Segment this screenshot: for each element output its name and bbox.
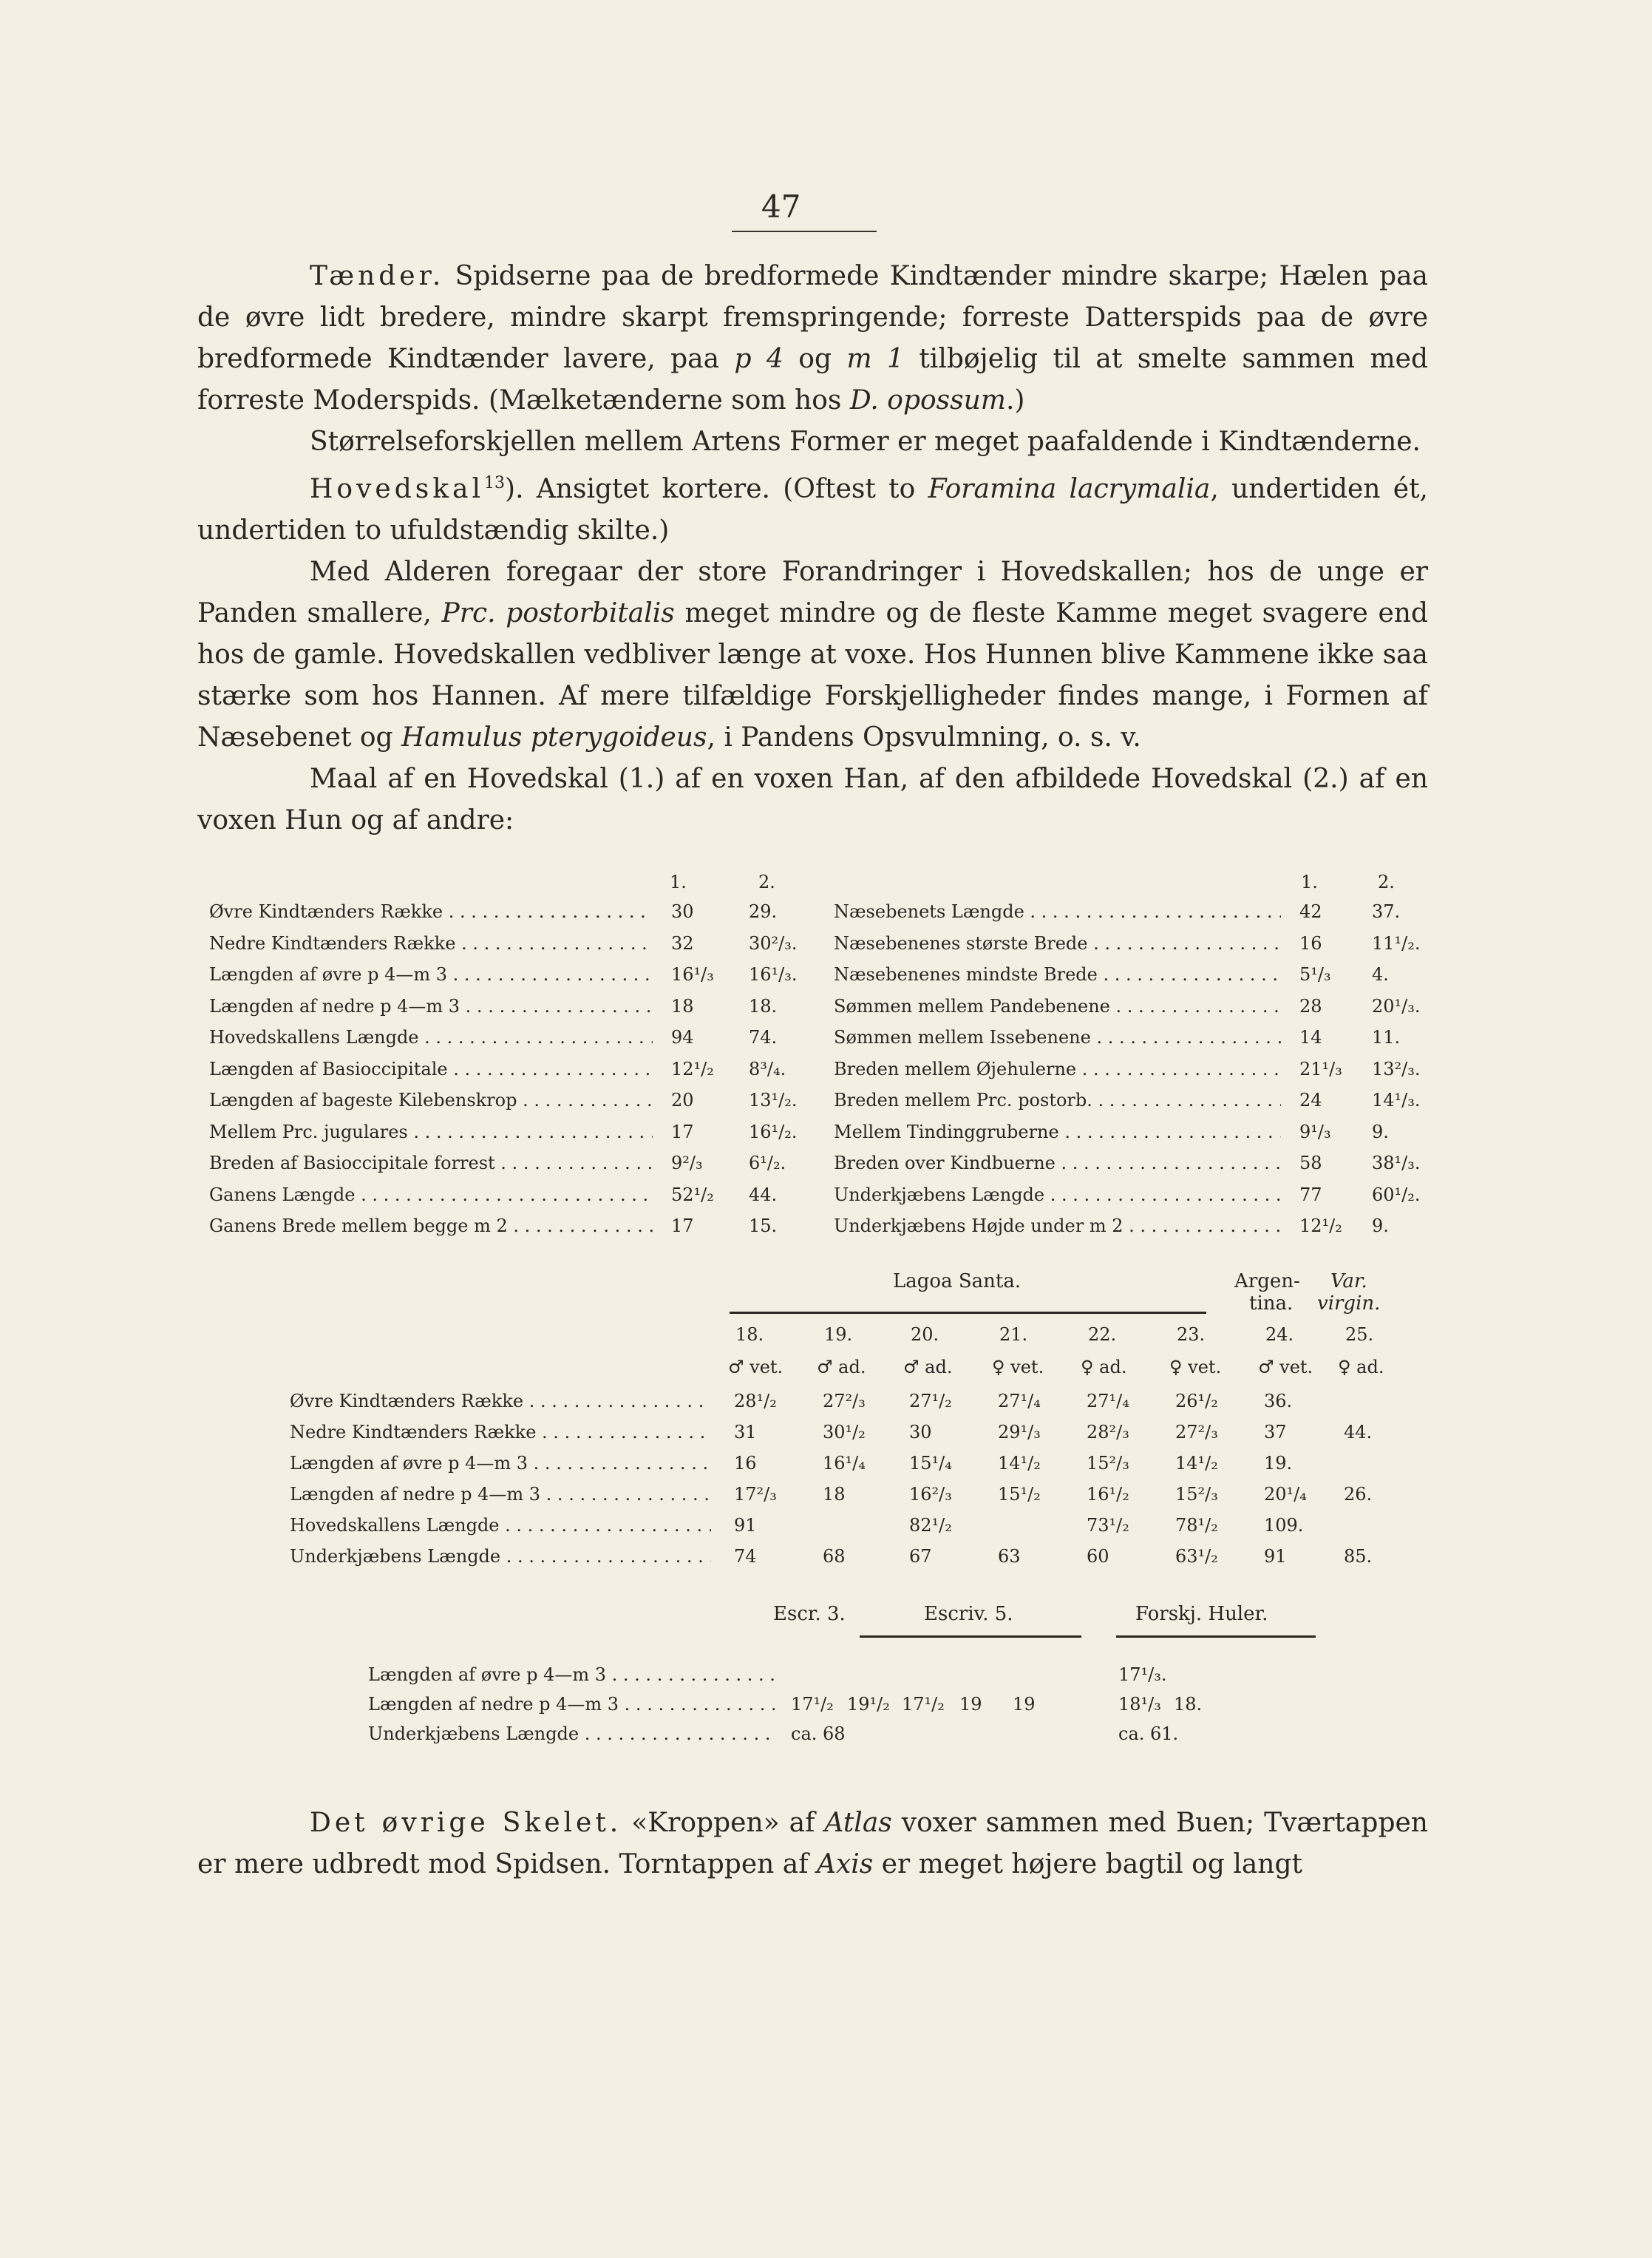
t1-right-value-1: 58: [1299, 1153, 1322, 1173]
t2-cell: 27²/₃: [1175, 1422, 1218, 1442]
t1-left-value-1: 16¹/₃: [671, 964, 714, 985]
t2-col-header: 19.: [824, 1324, 853, 1345]
paragraph-hovedskal: [197, 463, 1428, 552]
t3-cell: ca. 68: [791, 1723, 846, 1744]
t1-right-value-1: 5¹/₃: [1299, 964, 1331, 985]
italic-span: Prc. postorbitalis: [441, 598, 675, 628]
t1-left-value-2: 16¹/₂.: [749, 1121, 798, 1142]
t2-cell: 36.: [1264, 1391, 1293, 1411]
t2-sex-header: ♂ ad.: [817, 1357, 866, 1377]
t1-left-label: Længden af nedre p 4—m 3 . . .: [209, 991, 653, 1022]
t1-left-value-1: 20: [671, 1090, 694, 1111]
t2-cell: 27²/₃: [823, 1391, 866, 1411]
t3-brace-1: [860, 1635, 1081, 1638]
t1-left-value-1: 52¹/₂: [671, 1184, 714, 1205]
t2-sex-header: ♀ vet.: [1169, 1357, 1222, 1377]
text-span: voxer sammen med Buen; Tværtappen er mere udbredt mod Spidsen. Torntappen af: [197, 1808, 1428, 1879]
t2-group-var-b: virgin.: [1317, 1292, 1381, 1315]
footnote-ref: 13: [484, 474, 506, 492]
t1-right-label: Næsebenenes mindste Brede . . .: [834, 959, 1281, 990]
t2-group-argentina-b: tina.: [1249, 1292, 1294, 1315]
t3-cell: ca. 61.: [1118, 1723, 1179, 1744]
t2-col-header: 22.: [1088, 1324, 1117, 1345]
text-block-lower: [197, 1803, 1428, 1885]
t1-left-label: Hovedskallens Længde . . .: [209, 1022, 653, 1053]
t3-row-label: Længden af øvre p 4—m 3 . . .: [368, 1659, 775, 1690]
t2-cell: 63¹/₂: [1175, 1546, 1218, 1567]
t2-cell: 85.: [1344, 1546, 1373, 1567]
t2-cell: 82¹/₂: [909, 1515, 952, 1536]
measurement-table-3: [368, 1598, 1329, 1746]
t3-cell: 18.: [1174, 1694, 1203, 1715]
t1-left-label: Ganens Længde . . .: [209, 1179, 653, 1210]
t1-right-value-1: 24: [1299, 1090, 1322, 1111]
t2-row-label: Længden af nedre p 4—m 3 . . .: [290, 1479, 711, 1510]
t2-cell: 37: [1264, 1422, 1287, 1442]
text-span: og: [783, 344, 847, 374]
t1-right-value-1: 14: [1299, 1027, 1322, 1048]
t3-brace-2: [1116, 1635, 1316, 1638]
t1-left-value-2: 44.: [749, 1184, 778, 1205]
italic-span: Atlas: [824, 1808, 892, 1838]
t2-cell: 17²/₃: [734, 1484, 777, 1505]
t2-sex-header: ♀ ad.: [1338, 1357, 1384, 1377]
t2-col-header: 18.: [735, 1324, 764, 1345]
text-span: , i Pandens Opsvulmning, o. s. v.: [707, 722, 1141, 753]
t1-right-value-2: 38¹/₃.: [1372, 1153, 1421, 1173]
t2-cell: 78¹/₂: [1175, 1515, 1218, 1536]
t2-cell: 19.: [1264, 1453, 1293, 1474]
t3-cell: 17¹/₂: [791, 1694, 834, 1715]
t2-cell: 26¹/₂: [1175, 1391, 1218, 1411]
t3-header-escr: Escr. 3.: [773, 1603, 846, 1625]
t1-right-label: Breden over Kindbuerne . . .: [834, 1147, 1281, 1179]
t2-cell: 60: [1087, 1546, 1109, 1567]
t2-sex-header: ♀ vet.: [992, 1357, 1044, 1377]
t2-row-label: Længden af øvre p 4—m 3 . . .: [290, 1448, 711, 1479]
heading-taender: Tænder.: [310, 261, 445, 291]
t1-right-value-2: 20¹/₃.: [1372, 995, 1421, 1017]
text-span: , undertiden ét, undertiden to ufuldstændig skilte.): [197, 474, 1428, 546]
t2-sex-header: ♂ ad.: [903, 1357, 953, 1377]
t1-right-value-2: 9.: [1372, 1121, 1389, 1142]
t1-left-value-2: 13¹/₂.: [749, 1090, 798, 1111]
t1-right-value-2: 13²/₃.: [1372, 1058, 1421, 1079]
t3-cell: 18¹/₃: [1118, 1694, 1161, 1715]
text-span: Med Alderen foregaar der store Forandringer i Hovedskallen; hos de unge er Panden smallere,: [197, 557, 1428, 628]
t1-left-label: Ganens Brede mellem begge m 2 . . .: [209, 1210, 653, 1241]
t1-left-value-2: 74.: [749, 1027, 778, 1048]
t2-cell: 16¹/₄: [823, 1453, 866, 1474]
t1-right-value-1: 12¹/₂: [1299, 1216, 1342, 1236]
t1-left-header-1: 1.: [670, 872, 687, 892]
t2-cell: 14¹/₂: [1175, 1453, 1218, 1474]
t1-right-value-1: 9¹/₃: [1299, 1121, 1331, 1142]
t1-left-value-1: 30: [671, 901, 694, 922]
t1-left-value-1: 9²/₃: [671, 1153, 703, 1173]
t2-sex-header: ♂ vet.: [1258, 1357, 1313, 1377]
heading-hovedskal: Hovedskal: [310, 474, 485, 504]
t1-right-label: Breden mellem Øjehulerne . . .: [834, 1054, 1281, 1085]
t2-cell: 28¹/₂: [734, 1391, 777, 1411]
t2-cell: 15¹/₂: [998, 1484, 1041, 1505]
t1-left-value-2: 8³/₄.: [749, 1058, 786, 1079]
t2-group-lagoa-santa: Lagoa Santa.: [893, 1270, 1022, 1292]
t1-left-header-2: 2.: [758, 872, 775, 892]
t2-col-header: 25.: [1345, 1324, 1374, 1345]
t2-cell: 91: [734, 1515, 757, 1536]
t2-cell: 20¹/₄: [1264, 1484, 1307, 1505]
t1-left-value-1: 32: [671, 932, 694, 954]
t1-left-label: Længden af bageste Kilebenskrop . . .: [209, 1085, 653, 1116]
heading-skelet: Det øvrige Skelet.: [310, 1808, 622, 1838]
t2-cell: 44.: [1344, 1422, 1373, 1442]
t1-right-value-2: 37.: [1372, 901, 1401, 922]
italic-span: D. opossum: [849, 385, 1006, 416]
italic-span: Hamulus pterygoideus: [401, 722, 707, 753]
italic-span: Foramina lacrymalia: [928, 474, 1211, 504]
t2-row-label: Underkjæbens Længde . . .: [290, 1541, 711, 1572]
t2-group-var-a: Var.: [1330, 1270, 1367, 1292]
t2-cell: 16²/₃: [909, 1484, 952, 1505]
text-block-upper: [197, 256, 1428, 841]
t2-col-header: 20.: [911, 1324, 939, 1345]
t2-cell: 16: [734, 1453, 757, 1474]
t2-cell: 91: [1264, 1546, 1287, 1567]
t2-cell: 63: [998, 1546, 1021, 1567]
t2-cell: 31: [734, 1422, 757, 1442]
t2-brace: [730, 1312, 1206, 1314]
t1-left-value-2: 29.: [749, 901, 778, 922]
t1-left-value-1: 18: [671, 995, 694, 1017]
italic-span: Axis: [816, 1849, 874, 1879]
t3-header-escriv: Escriv. 5.: [924, 1603, 1013, 1625]
measurement-table-1: [209, 867, 1421, 1258]
t3-cell: 19: [1013, 1694, 1036, 1715]
t2-cell: 16¹/₂: [1087, 1484, 1129, 1505]
t1-right-value-2: 11¹/₂.: [1372, 932, 1421, 954]
t1-right-label: Sømmen mellem Pandebenene . . .: [834, 991, 1281, 1022]
t1-right-value-2: 60¹/₂.: [1372, 1184, 1421, 1205]
t1-left-value-2: 30²/₃.: [749, 932, 798, 954]
t2-col-header: 23.: [1177, 1324, 1206, 1345]
t3-cell: 17¹/₃.: [1118, 1664, 1167, 1685]
t2-cell: 30¹/₂: [823, 1422, 866, 1442]
t1-right-value-2: 9.: [1372, 1216, 1389, 1236]
t1-right-value-2: 11.: [1372, 1027, 1401, 1048]
t2-col-header: 21.: [999, 1324, 1028, 1345]
t2-cell: 68: [823, 1546, 846, 1567]
t3-cell: 19: [959, 1694, 982, 1715]
text-span: «Kroppen» af: [622, 1808, 825, 1838]
t1-right-value-1: 21¹/₃: [1299, 1058, 1342, 1079]
t2-cell: 28²/₃: [1087, 1422, 1129, 1442]
t3-cell: 19¹/₂: [847, 1694, 890, 1715]
t1-right-label: Underkjæbens Længde . . .: [834, 1179, 1281, 1210]
paragraph-taender: [197, 256, 1428, 421]
t1-right-value-1: 42: [1299, 901, 1322, 922]
t2-cell: 27¹/₄: [1087, 1391, 1129, 1411]
t1-right-value-2: 4.: [1372, 964, 1389, 985]
t1-left-label: Mellem Prc. jugulares . . .: [209, 1116, 653, 1147]
t1-right-header-1: 1.: [1301, 872, 1318, 892]
paragraph-maal: Maal af en Hovedskal (1.) af en voxen Han, af den afbildede Hovedskal (2.) af en voxen Hun og af andre:: [197, 764, 1428, 835]
t1-right-value-2: 14¹/₃.: [1372, 1090, 1421, 1111]
t1-right-label: Sømmen mellem Issebenene . . .: [834, 1022, 1281, 1053]
t1-right-value-1: 77: [1299, 1184, 1322, 1205]
t2-cell: 74: [734, 1546, 757, 1567]
t1-right-value-1: 28: [1299, 995, 1322, 1017]
t1-left-label: Øvre Kindtænders Række . . .: [209, 896, 653, 927]
t1-left-label: Længden af Basioccipitale . . .: [209, 1054, 653, 1085]
t1-left-value-1: 12¹/₂: [671, 1058, 714, 1079]
t2-cell: 18: [823, 1484, 846, 1505]
t2-row-label: Øvre Kindtænders Række . . .: [290, 1386, 711, 1417]
t2-cell: 73¹/₂: [1087, 1515, 1129, 1536]
text-span: meget mindre og de fleste Kamme meget svagere end hos de gamle. Hovedskallen vedbliver længe at voxe. Hos Hunnen blive Kammene ikke saa stærke som hos Hannen. Af mere tilfældige Forskjelligheder findes mange, i Formen af Næsebenet og: [197, 598, 1429, 753]
t2-row-label: Nedre Kindtænders Række . . .: [290, 1417, 711, 1448]
t2-cell: 30: [909, 1422, 932, 1442]
page-number: 47: [761, 189, 801, 225]
t1-left-label: Nedre Kindtænders Række . . .: [209, 928, 653, 959]
t1-right-label: Næsebenets Længde . . .: [834, 896, 1281, 927]
t1-right-label: Underkjæbens Højde under m 2 . . .: [834, 1210, 1281, 1241]
t1-left-value-1: 17: [671, 1216, 694, 1236]
t3-header-forskj: Forskj. Huler.: [1135, 1603, 1268, 1625]
measurement-table-2: [290, 1261, 1428, 1587]
t1-right-label: Breden mellem Prc. postorb. . . .: [834, 1085, 1281, 1116]
t3-cell: 17¹/₂: [902, 1694, 945, 1715]
t1-left-label: Breden af Basioccipitale forrest . . .: [209, 1147, 653, 1179]
text-span: Spidserne paa de bredformede Kindtænder mindre skarpe; Hælen paa de øvre lidt bredere, mindre skarpt fremspringende; forreste Datterspids paa de øvre bredformede Kindtænder lavere, paa: [197, 261, 1428, 374]
t2-sex-header: ♀ ad.: [1081, 1357, 1127, 1377]
t1-left-value-2: 6¹/₂.: [749, 1153, 786, 1173]
paragraph-skelet: [197, 1803, 1428, 1885]
t2-cell: 15²/₃: [1175, 1484, 1218, 1505]
t1-left-label: Længden af øvre p 4—m 3 . . .: [209, 959, 653, 990]
text-span: .): [1005, 385, 1025, 416]
text-span: er meget højere bagtil og langt: [873, 1849, 1302, 1879]
t1-right-label: Næsebenenes største Brede . . .: [834, 928, 1281, 959]
t2-group-argentina-a: Argen-: [1234, 1270, 1300, 1292]
t2-cell: 27¹/₂: [909, 1391, 952, 1411]
t2-cell: 15¹/₄: [909, 1453, 952, 1474]
t2-col-header: 24.: [1265, 1324, 1294, 1345]
italic-span: m 1: [846, 344, 904, 374]
t2-cell: 67: [909, 1546, 932, 1567]
t1-left-value-1: 17: [671, 1121, 694, 1142]
t2-row-label: Hovedskallens Længde . . .: [290, 1510, 711, 1541]
t1-left-value-2: 18.: [749, 995, 778, 1017]
t2-cell: 14¹/₂: [998, 1453, 1041, 1474]
t2-cell: 109.: [1264, 1515, 1304, 1536]
text-span: tilbøjelig til at smelte sammen med forreste Moderspids. (Mælketænderne som hos: [197, 344, 1428, 416]
page-number-rule: [732, 231, 877, 232]
t2-cell: 15²/₃: [1087, 1453, 1129, 1474]
t2-cell: 26.: [1344, 1484, 1373, 1505]
paragraph-alderen: [197, 552, 1428, 759]
t1-left-value-2: 16¹/₃.: [749, 964, 798, 985]
italic-span: p 4: [734, 344, 783, 374]
t3-row-label: Underkjæbens Længde . . .: [368, 1718, 775, 1749]
t1-left-value-1: 94: [671, 1027, 694, 1048]
t2-sex-header: ♂ vet.: [728, 1357, 783, 1377]
t3-row-label: Længden af nedre p 4—m 3 . . .: [368, 1689, 775, 1720]
t2-cell: 27¹/₄: [998, 1391, 1041, 1411]
text-span: ). Ansigtet kortere. (Oftest to: [505, 474, 928, 504]
t1-right-label: Mellem Tindinggruberne . . .: [834, 1116, 1281, 1147]
t1-right-header-2: 2.: [1378, 872, 1395, 892]
t1-left-value-2: 15.: [749, 1216, 778, 1236]
t2-cell: 29¹/₃: [998, 1422, 1041, 1442]
paragraph-stoerrelse: Størrelseforskjellen mellem Artens Former er meget paafaldende i Kindtænderne.: [310, 427, 1421, 457]
t1-right-value-1: 16: [1299, 932, 1322, 954]
